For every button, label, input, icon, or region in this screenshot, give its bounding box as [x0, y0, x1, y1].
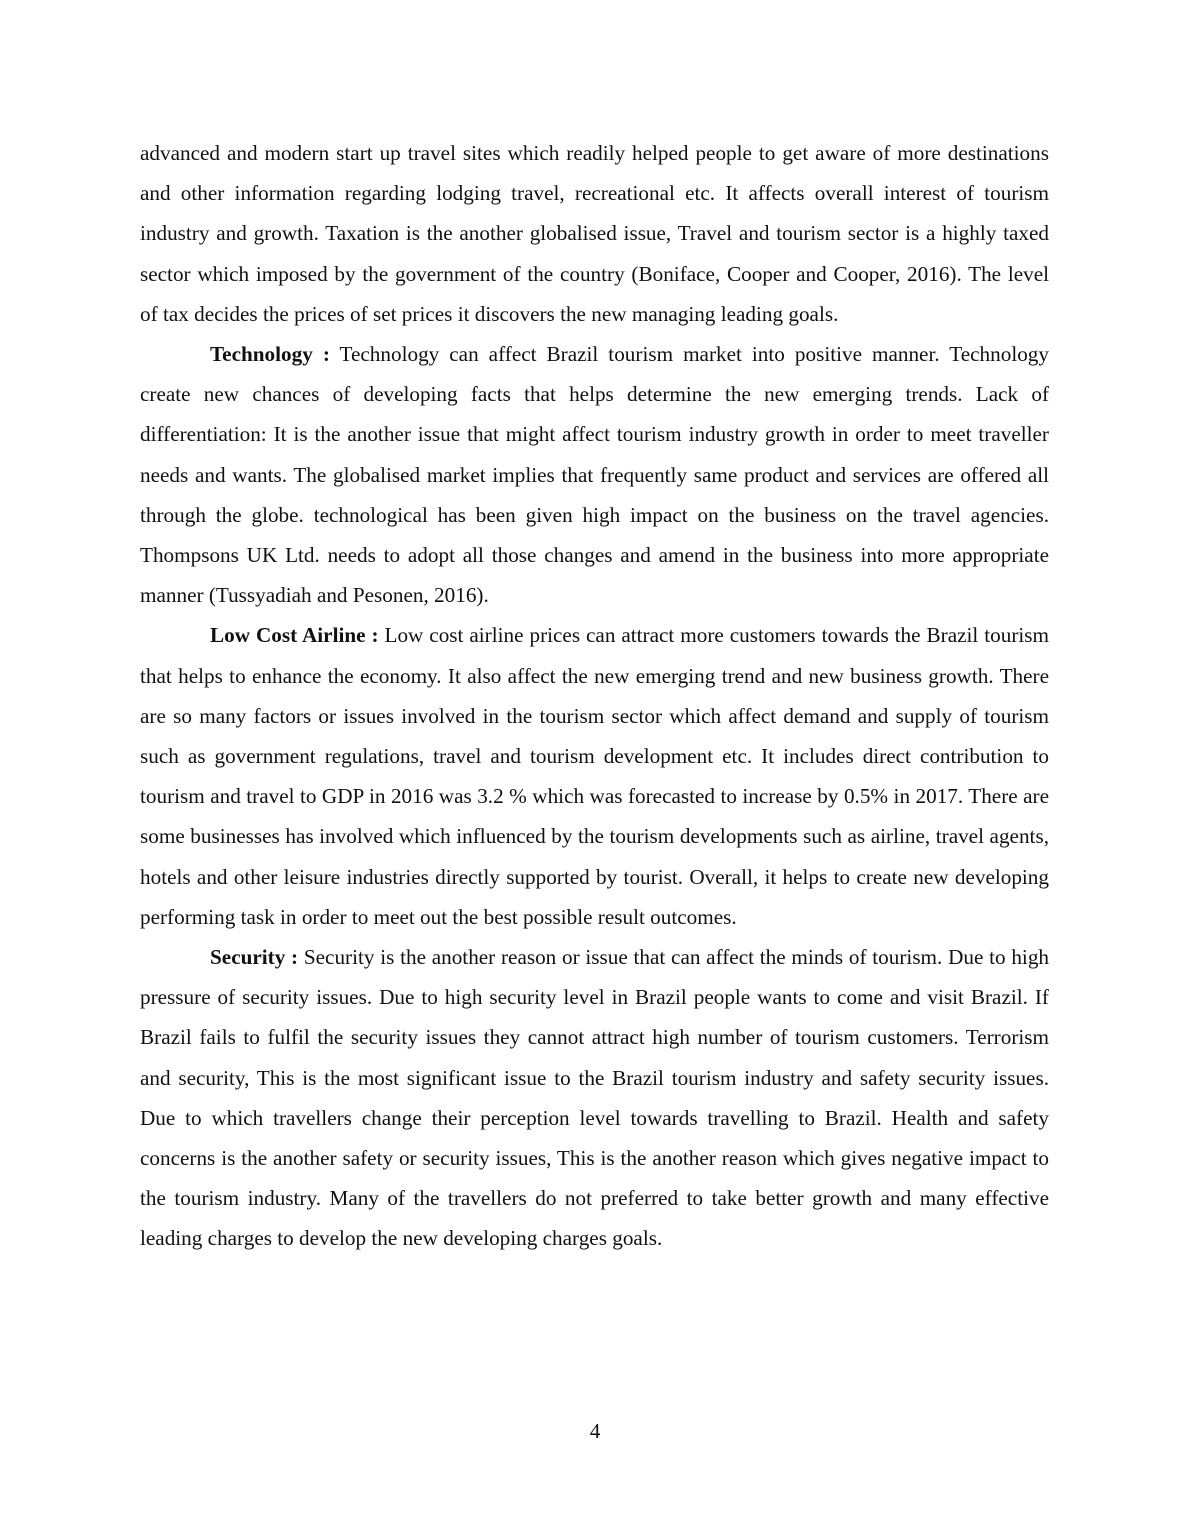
- page-number: 4: [589, 1419, 601, 1443]
- paragraph-low-cost-airline: [140, 615, 1049, 937]
- paragraph-intro-text: advanced and modern start up travel sites which readily helped people to get aware of more destinations and other information regarding lodging travel, recreational etc. It affects overall interest of tourism industry and growth. Taxation is the another globalised issue, Travel and tourism sector is a highly taxed sector which imposed by the government of the country (Boniface, Cooper and Cooper, 2016). The level of tax decides the prices of set prices it discovers the new managing leading goals.: [140, 141, 1049, 326]
- paragraph-low-cost-airline-text: Low cost airline prices can attract more customers towards the Brazil tourism that helps to enhance the economy. It also affect the new emerging trend and new business growth. There are so many factors or issues involved in the tourism sector which affect demand and supply of tourism such as government regulations, travel and tourism development etc. It includes direct contribution to tourism and travel to GDP in 2016 was 3.2 % which was forecasted to increase by 0.5% in 2017. There are some businesses has involved which influenced by the tourism developments such as airline, travel agents, hotels and other leisure industries directly supported by tourist. Overall, it helps to create new developing performing task in order to meet out the best possible result outcomes.: [140, 623, 1049, 929]
- paragraph-intro: [140, 133, 1049, 334]
- heading-technology: Technology :: [210, 342, 330, 367]
- heading-low-cost-airline: Low Cost Airline :: [210, 623, 379, 648]
- paragraph-technology-text: Technology can affect Brazil tourism market into positive manner. Technology create new chances of developing facts that helps determine the new emerging trends. Lack of differentiation: It is the another issue that might affect tourism industry growth in order to meet traveller needs and wants. The globalised market implies that frequently same product and services are offered all through the globe. technological has been given high impact on the business on the travel agencies. Thompsons UK Ltd. needs to adopt all those changes and amend in the business into more appropriate manner (Tussyadiah and Pesonen, 2016).: [140, 342, 1049, 608]
- document-body: [140, 133, 1049, 1259]
- paragraph-security: [140, 937, 1049, 1259]
- paragraph-technology: [140, 334, 1049, 615]
- heading-security: Security :: [210, 945, 299, 970]
- paragraph-security-text: Security is the another reason or issue that can affect the minds of tourism. Due to high pressure of security issues. Due to high security level in Brazil people wants to come and visit Brazil. If Brazil fails to fulfil the security issues they cannot attract high number of tourism customers. Terrorism and security, This is the most significant issue to the Brazil tourism industry and safety security issues. Due to which travellers change their perception level towards travelling to Brazil. Health and safety concerns is the another safety or security issues, This is the another reason which gives negative impact to the tourism industry. Many of the travellers do not preferred to take better growth and many effective leading charges to develop the new developing charges goals.: [140, 945, 1050, 1251]
